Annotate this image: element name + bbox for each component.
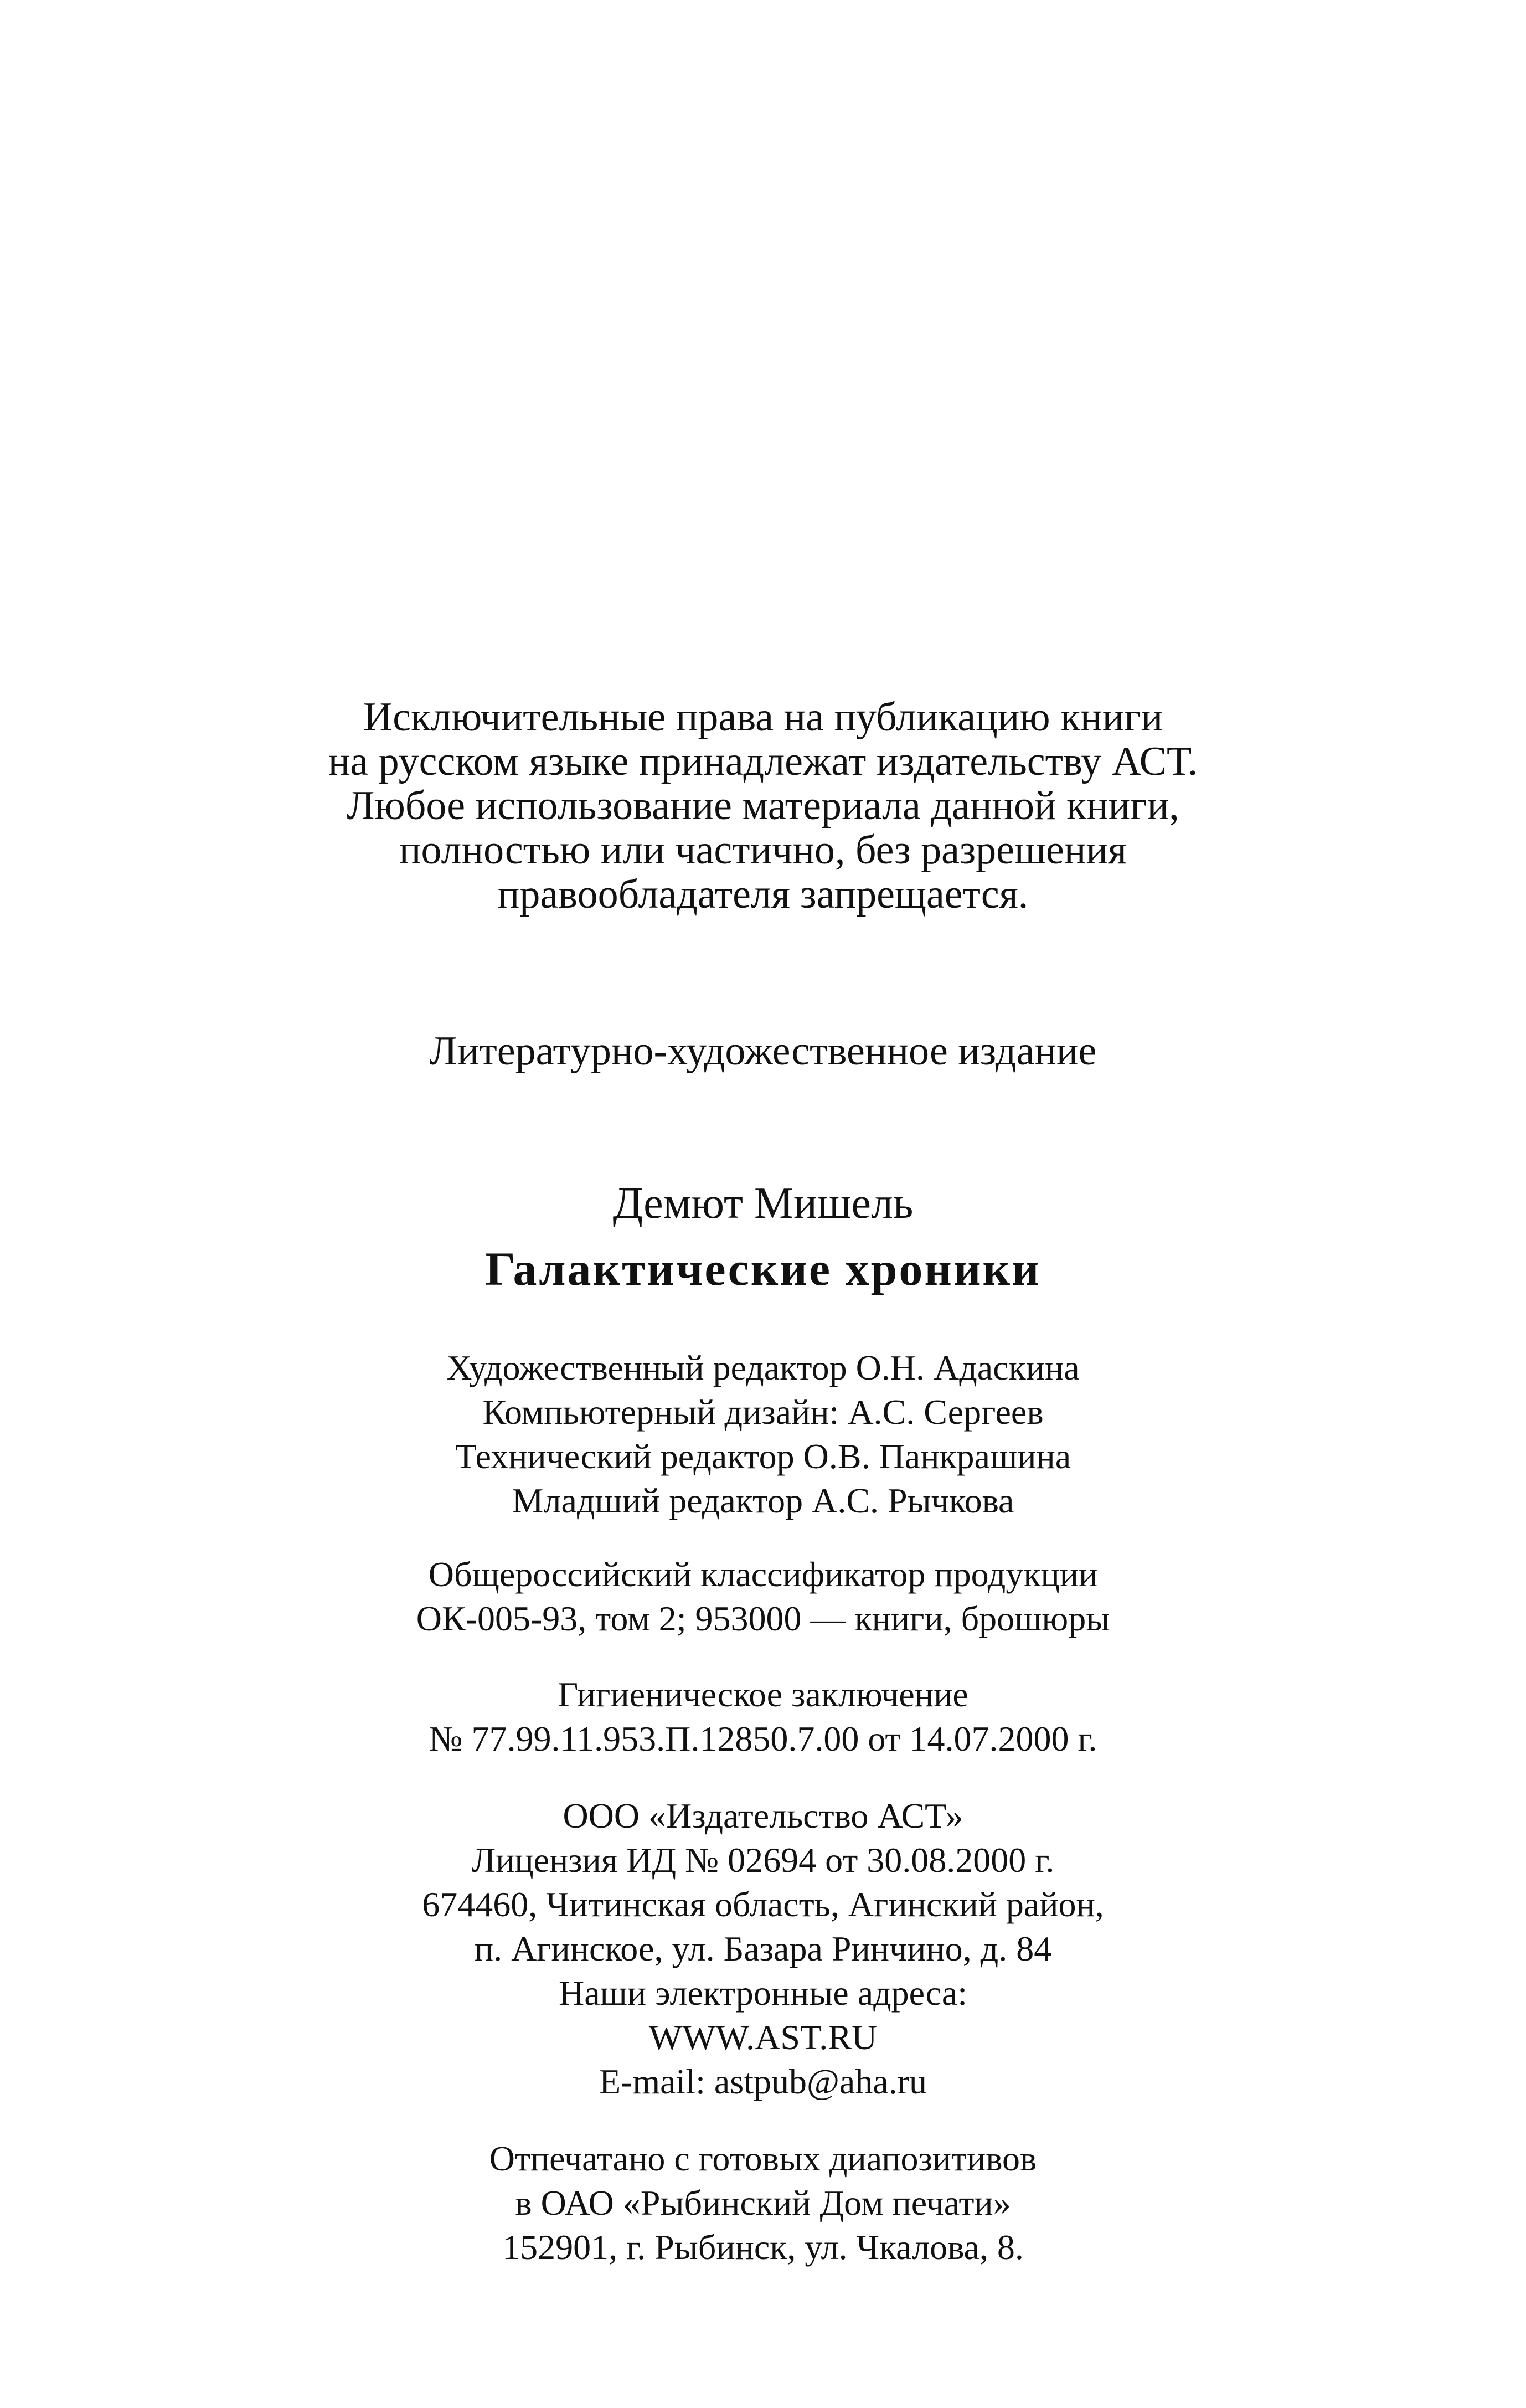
edition-type bbox=[0, 1029, 1526, 1073]
printer-line: 152901, г. Рыбинск, ул. Чкалова, 8. bbox=[502, 2227, 1024, 2267]
printer-line: в ОАО «Рыбинский Дом печати» bbox=[515, 2183, 1011, 2222]
publisher-line: Лицензия ИД № 02694 от 30.08.2000 г. bbox=[471, 1840, 1055, 1880]
rights-line: Исключительные права на публикацию книги bbox=[363, 694, 1163, 740]
credit-line: Младший редактор А.С. Рычкова bbox=[512, 1481, 1014, 1520]
hygiene-line: № 77.99.11.953.П.12850.7.00 от 14.07.2000 г. bbox=[429, 1719, 1097, 1758]
publisher-website: WWW.AST.RU bbox=[648, 2018, 878, 2057]
hygiene-certificate bbox=[0, 1673, 1526, 1761]
credit-line: Художественный редактор О.Н. Адаскина bbox=[446, 1348, 1080, 1387]
rights-line: Любое использование материала данной книги, bbox=[347, 783, 1179, 829]
credit-line: Технический редактор О.В. Панкрашина bbox=[455, 1437, 1071, 1476]
printer-info bbox=[0, 2137, 1526, 2270]
printer-line: Отпечатано с готовых диапозитивов bbox=[489, 2139, 1037, 2178]
publisher-line: п. Агинское, ул. Базара Ринчино, д. 84 bbox=[474, 1929, 1052, 1968]
publisher-email: E-mail: astpub@aha.ru bbox=[599, 2062, 927, 2101]
classifier-line: Общероссийский классификатор продукции bbox=[428, 1555, 1098, 1594]
book-title-text: Галактические хроники bbox=[485, 1242, 1041, 1295]
rights-notice bbox=[0, 695, 1526, 917]
publisher-line: Наши электронные адреса: bbox=[558, 1973, 968, 2013]
publisher-line: 674460, Читинская область, Агинский район, bbox=[422, 1885, 1104, 1924]
rights-line: правообладателя запрещается. bbox=[497, 872, 1029, 917]
classifier-line: ОК-005-93, том 2; 953000 — книги, брошюры bbox=[416, 1599, 1110, 1638]
author-name: Демют Мишель bbox=[612, 1179, 914, 1228]
book-title bbox=[0, 1243, 1526, 1294]
author bbox=[0, 1180, 1526, 1227]
credit-line: Компьютерный дизайн: А.С. Сергеев bbox=[482, 1392, 1044, 1432]
credits bbox=[0, 1346, 1526, 1523]
hygiene-line: Гигиеническое заключение bbox=[558, 1675, 968, 1714]
edition-type-text: Литературно-художественное издание bbox=[429, 1028, 1097, 1074]
product-classifier bbox=[0, 1552, 1526, 1641]
rights-line: полностью или частично, без разрешения bbox=[399, 827, 1127, 873]
publisher-info bbox=[0, 1794, 1526, 2104]
rights-line: на русском языке принадлежат издательству АСТ. bbox=[328, 739, 1198, 784]
publisher-line: ООО «Издательство АСТ» bbox=[563, 1796, 963, 1835]
